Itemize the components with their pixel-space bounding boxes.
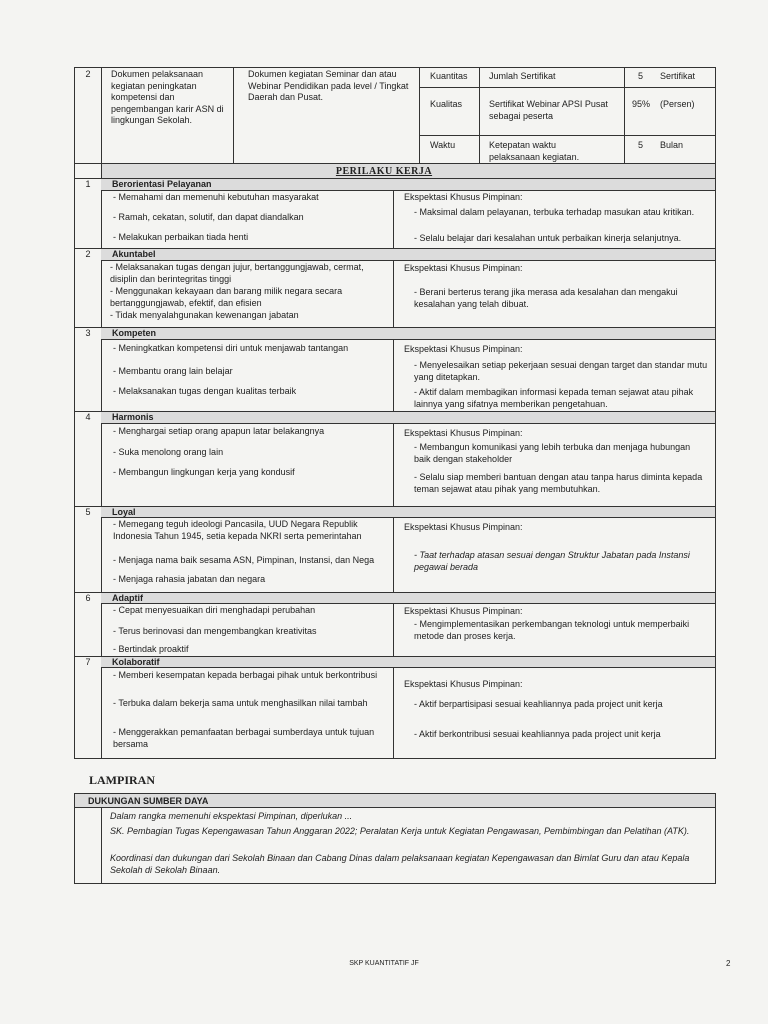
behavior-title: Berorientasi Pelayanan: [112, 179, 212, 189]
aspect-waktu: Waktu: [430, 140, 456, 150]
expectation-label: Ekspektasi Khusus Pimpinan:: [404, 263, 523, 273]
row-number: 2: [85, 69, 91, 79]
behavior-point: - Menggunakan kekayaan dan barang milik negara secara bertanggungjawab, efektif, dan efisien: [110, 286, 343, 308]
behavior-point: - Bertindak proaktif: [113, 644, 189, 654]
expectation-label: Ekspektasi Khusus Pimpinan:: [404, 522, 523, 532]
behavior-number: 3: [85, 328, 91, 338]
page-number: 2: [726, 959, 731, 968]
behavior-point: - Melaksanakan tugas dengan jujur, bertanggungjawab, cermat, disiplin dan berintegritas tinggi: [110, 262, 364, 284]
behavior-number: 4: [85, 412, 91, 422]
expectation-label: Ekspektasi Khusus Pimpinan:: [404, 606, 523, 616]
footer-label: SKP KUANTITATIF JF: [349, 960, 419, 967]
behavior-title: Harmonis: [112, 412, 154, 422]
behavior-point: - Meningkatkan kompetensi diri untuk menjawab tantangan: [113, 343, 349, 353]
behavior-point: - Ramah, cekatan, solutif, dan dapat diandalkan: [113, 212, 304, 222]
expectation-label: Ekspektasi Khusus Pimpinan:: [404, 679, 523, 689]
expectation-label: Ekspektasi Khusus Pimpinan:: [404, 428, 523, 438]
behavior-title: Kompeten: [112, 328, 157, 338]
perilaku-header: PERILAKU KERJA: [335, 166, 433, 177]
expectation-label: Ekspektasi Khusus Pimpinan:: [404, 344, 523, 354]
target-unit: Sertifikat: [660, 71, 696, 81]
expectation-item: - Mengimplementasikan perkembangan teknologi untuk memperbaiki metode dan proses kerja.: [414, 619, 690, 641]
expectation-item: - Selalu siap memberi bantuan dengan atau tanpa harus diminta kepada teman sejawat atau pihak yang membutuhkan.: [414, 472, 703, 494]
behavior-number: 7: [85, 657, 91, 667]
behavior-number: 1: [85, 179, 91, 189]
behavior-title: Adaptif: [112, 593, 143, 603]
target-unit: (Persen): [660, 99, 695, 109]
behavior-point: - Menghargai setiap orang apapun latar belakangnya: [113, 426, 325, 436]
indicator-text: Dokumen pelaksanaan kegiatan peningkatan kompetensi dan pengembangan karir ASN di lingkungan Sekolah.: [111, 69, 224, 125]
target-value: 5: [638, 140, 644, 150]
target-indicator: Jumlah Sertifikat: [489, 71, 556, 81]
behavior-point: - Menjaga nama baik sesama ASN, Pimpinan, Instansi, dan Nega: [113, 555, 375, 565]
target-value: 5: [638, 71, 644, 81]
behavior-title: Akuntabel: [112, 249, 156, 259]
target-value: 95%: [632, 99, 651, 109]
expectation-label: Ekspektasi Khusus Pimpinan:: [404, 192, 523, 202]
aspect-kualitas: Kualitas: [430, 99, 463, 109]
target-indicator: Ketepatan waktu pelaksanaan kegiatan.: [489, 140, 580, 162]
expectation-item: - Aktif dalam membagikan informasi kepada teman sejawat atau pihak lainnya yang sifatnya memberikan pengetahuan.: [414, 387, 694, 409]
lampiran-item: SK. Pembagian Tugas Kepengawasan Tahun Anggaran 2022; Peralatan Kerja untuk Kegiatan Pengawasan, Pembimbingan dan Pelatihan (ATK).: [110, 826, 690, 836]
expectation-item: - Taat terhadap atasan sesuai dengan Struktur Jabatan pada Instansi pegawai berada: [414, 550, 690, 572]
target-indicator: Sertifikat Webinar APSI Pusat sebagai peserta: [489, 99, 608, 121]
behavior-point: - Melakukan perbaikan tiada henti: [113, 232, 249, 242]
expectation-item: - Maksimal dalam pelayanan, terbuka terhadap masukan atau kritikan.: [414, 207, 695, 217]
behavior-point: - Terbuka dalam bekerja sama untuk menghasilkan nilai tambah: [113, 698, 368, 708]
behavior-number: 6: [85, 593, 91, 603]
behavior-title: Loyal: [112, 507, 136, 517]
behavior-point: - Tidak menyalahgunakan kewenangan jabatan: [110, 310, 299, 320]
expectation-item: - Selalu belajar dari kesalahan untuk perbaikan kinerja selanjutnya.: [414, 233, 682, 243]
expectation-item: - Membangun komunikasi yang lebih terbuka dan menjaga hubungan baik dengan stakeholder: [414, 442, 691, 464]
section-header: DUKUNGAN SUMBER DAYA: [88, 796, 209, 806]
behavior-point: - Menjaga rahasia jabatan dan negara: [113, 574, 266, 584]
behavior-point: - Memahami dan memenuhi kebutuhan masyarakat: [113, 192, 319, 202]
behavior-point: - Memegang teguh ideologi Pancasila, UUD Negara Republik Indonesia Tahun 1945, setia kepada NKRI serta pemerintahan: [113, 519, 362, 541]
behavior-point: - Suka menolong orang lain: [113, 447, 224, 457]
behavior-title: Kolaboratif: [112, 657, 160, 667]
lampiran-title: LAMPIRAN: [89, 773, 155, 787]
behavior-point: - Terus berinovasi dan mengembangkan kreativitas: [113, 626, 317, 636]
behavior-point: - Melaksanakan tugas dengan kualitas terbaik: [113, 386, 297, 396]
lampiran-item: Koordinasi dan dukungan dari Sekolah Binaan dan Cabang Dinas dalam pelaksanaan kegiatan Kepengawasan dan Bimlat Guru dan atau Kepala Sekolah di Sekolah Binaan.: [110, 853, 690, 875]
behavior-point: - Membantu orang lain belajar: [113, 366, 233, 376]
expectation-item: - Aktif berkontribusi sesuai keahliannya pada project unit kerja: [414, 729, 661, 739]
behavior-point: - Membangun lingkungan kerja yang kondusif: [113, 467, 295, 477]
behavior-point: - Cepat menyesuaikan diri menghadapi perubahan: [113, 605, 316, 615]
behavior-number: 2: [85, 249, 91, 259]
target-unit: Bulan: [660, 140, 684, 150]
expectation-item: - Aktif berpartisipasi sesuai keahliannya pada project unit kerja: [414, 699, 663, 709]
lampiran-intro: Dalam rangka memenuhi ekspektasi Pimpinan, diperlukan ...: [110, 811, 353, 821]
aspect-kuantitas: Kuantitas: [430, 71, 468, 81]
expectation-item: - Menyelesaikan setiap pekerjaan sesuai dengan target dan standar mutu yang ditetapkan.: [414, 360, 708, 382]
behavior-point: - Memberi kesempatan kepada berbagai pihak untuk berkontribusi: [113, 670, 378, 680]
output-text: Dokumen kegiatan Seminar dan atau Webinar Pendidikan pada level / Tingkat Daerah dan Pusat.: [248, 69, 409, 102]
behavior-number: 5: [85, 507, 91, 517]
behavior-point: - Menggerakkan pemanfaatan berbagai sumberdaya untuk tujuan bersama: [113, 727, 375, 749]
expectation-item: - Berani berterus terang jika merasa ada kesalahan dan mengakui kesalahan yang telah dibuat.: [414, 287, 678, 309]
